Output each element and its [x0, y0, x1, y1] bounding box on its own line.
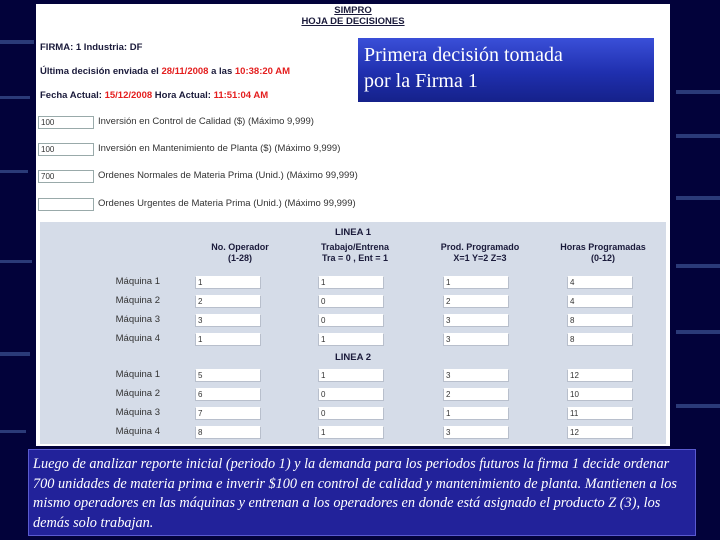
train-work-input[interactable]: 1 — [318, 369, 384, 382]
table-row — [40, 366, 666, 384]
machine-label: Máquina 1 — [115, 369, 160, 380]
normal-orders-input[interactable]: 700 — [38, 170, 94, 183]
decorative-stripe — [0, 40, 34, 44]
machine-label: Máquina 4 — [115, 333, 160, 344]
col-header-producto-line2: X=1 Y=2 Z=3 — [453, 253, 507, 263]
machine-label: Máquina 1 — [115, 276, 160, 287]
machine-label: Máquina 2 — [115, 388, 160, 399]
col-header-horas-line1: Horas Programadas — [560, 242, 646, 252]
col-header-trabajo-line1: Trabajo/Entrena — [320, 242, 390, 252]
decorative-stripe — [676, 330, 720, 334]
decorative-stripe — [0, 260, 32, 263]
table-row — [40, 292, 666, 310]
decorative-stripe — [676, 196, 720, 200]
linea1-title: LINEA 1 — [334, 227, 372, 238]
operator-input[interactable]: 1 — [195, 333, 261, 346]
decorative-stripe — [676, 134, 720, 138]
table-row — [40, 330, 666, 348]
operator-input[interactable]: 2 — [195, 295, 261, 308]
quality-investment-label: Inversión en Control de Calidad ($) (Máximo 9,999) — [98, 116, 314, 127]
col-header-producto-line1: Prod. Programado — [440, 242, 520, 252]
callout-banner — [358, 38, 654, 102]
last-decision-date: 28/11/2008 — [161, 66, 209, 77]
current-datetime-line — [40, 90, 268, 101]
operator-input[interactable]: 5 — [195, 369, 261, 382]
operator-input[interactable]: 1 — [195, 276, 261, 289]
normal-orders-label: Ordenes Normales de Materia Prima (Unid.) (Máximo 99,999) — [98, 170, 358, 181]
last-decision-prefix: Última decisión enviada el — [40, 66, 159, 77]
hours-input[interactable]: 8 — [567, 333, 633, 346]
callout-line2: por la Firma 1 — [364, 70, 478, 92]
product-input[interactable]: 2 — [443, 388, 509, 401]
hours-input[interactable]: 12 — [567, 426, 633, 439]
col-header-producto — [420, 242, 540, 268]
hours-input[interactable]: 4 — [567, 276, 633, 289]
col-header-operador-line2: (1-28) — [227, 253, 252, 263]
current-date: 15/12/2008 — [104, 90, 153, 101]
maintenance-investment-label: Inversión en Mantenimiento de Planta ($) (Máximo 9,999) — [98, 143, 341, 154]
train-work-input[interactable]: 0 — [318, 314, 384, 327]
urgent-orders-input[interactable] — [38, 198, 94, 211]
train-work-input[interactable]: 1 — [318, 426, 384, 439]
hours-input[interactable]: 12 — [567, 369, 633, 382]
train-work-input[interactable]: 0 — [318, 407, 384, 420]
doc-title: HOJA DE DECISIONES — [301, 16, 405, 27]
machines-table — [40, 222, 666, 444]
table-row — [40, 311, 666, 329]
machine-label: Máquina 2 — [115, 295, 160, 306]
machine-label: Máquina 4 — [115, 426, 160, 437]
decorative-stripe — [0, 430, 26, 433]
decorative-stripe — [676, 90, 720, 94]
product-input[interactable]: 3 — [443, 369, 509, 382]
hours-input[interactable]: 4 — [567, 295, 633, 308]
train-work-input[interactable]: 1 — [318, 276, 384, 289]
linea2-title: LINEA 2 — [334, 352, 372, 363]
urgent-orders-label: Ordenes Urgentes de Materia Prima (Unid.) (Máximo 99,999) — [98, 198, 356, 209]
callout-line1: Primera decisión tomada — [364, 44, 563, 66]
hours-input[interactable]: 8 — [567, 314, 633, 327]
machine-label: Máquina 3 — [115, 407, 160, 418]
col-header-trabajo — [292, 242, 418, 268]
hours-input[interactable]: 10 — [567, 388, 633, 401]
table-row — [40, 273, 666, 291]
firm-line: FIRMA: 1 Industria: DF — [40, 42, 143, 53]
table-row — [40, 404, 666, 422]
app-title: SIMPRO — [334, 5, 372, 16]
operator-input[interactable]: 8 — [195, 426, 261, 439]
decorative-stripe — [0, 352, 30, 356]
product-input[interactable]: 3 — [443, 333, 509, 346]
col-header-operador-line1: No. Operador — [211, 242, 269, 252]
maintenance-investment-input[interactable]: 100 — [38, 143, 94, 156]
col-header-trabajo-line2: Tra = 0 , Ent = 1 — [321, 253, 389, 263]
col-header-horas — [542, 242, 664, 268]
decorative-stripe — [0, 96, 30, 99]
quality-investment-input[interactable]: 100 — [38, 116, 94, 129]
machine-label: Máquina 3 — [115, 314, 160, 325]
product-input[interactable]: 2 — [443, 295, 509, 308]
train-work-input[interactable]: 1 — [318, 333, 384, 346]
last-decision-line — [40, 66, 290, 77]
decorative-stripe — [0, 170, 28, 173]
product-input[interactable]: 3 — [443, 314, 509, 327]
explanation-caption: Luego de analizar reporte inicial (periodo 1) y la demanda para los periodos futuros la firma 1 decide ordenar 700 unidades de materia prima e inverir $100 en control de calidad y mantenimiento de planta. Mantienen a los mismo operadores en las máquinas y entrenan a los operadores en donde está asignado el producto Z (3), los demás solo trabajan. — [28, 449, 696, 536]
train-work-input[interactable]: 0 — [318, 388, 384, 401]
table-row — [40, 423, 666, 441]
col-header-horas-line2: (0-12) — [590, 253, 615, 263]
hours-input[interactable]: 11 — [567, 407, 633, 420]
current-time-label: Hora Actual: — [154, 90, 211, 101]
last-decision-time: 10:38:20 AM — [234, 66, 290, 77]
operator-input[interactable]: 3 — [195, 314, 261, 327]
train-work-input[interactable]: 0 — [318, 295, 384, 308]
operator-input[interactable]: 6 — [195, 388, 261, 401]
product-input[interactable]: 1 — [443, 407, 509, 420]
product-input[interactable]: 1 — [443, 276, 509, 289]
table-row — [40, 385, 666, 403]
current-date-label: Fecha Actual: — [40, 90, 102, 101]
operator-input[interactable]: 7 — [195, 407, 261, 420]
decorative-stripe — [676, 404, 720, 408]
decorative-stripe — [676, 264, 720, 268]
current-time: 11:51:04 AM — [213, 90, 269, 101]
last-decision-mid: a las — [211, 66, 233, 77]
product-input[interactable]: 3 — [443, 426, 509, 439]
col-header-operador — [190, 242, 290, 268]
